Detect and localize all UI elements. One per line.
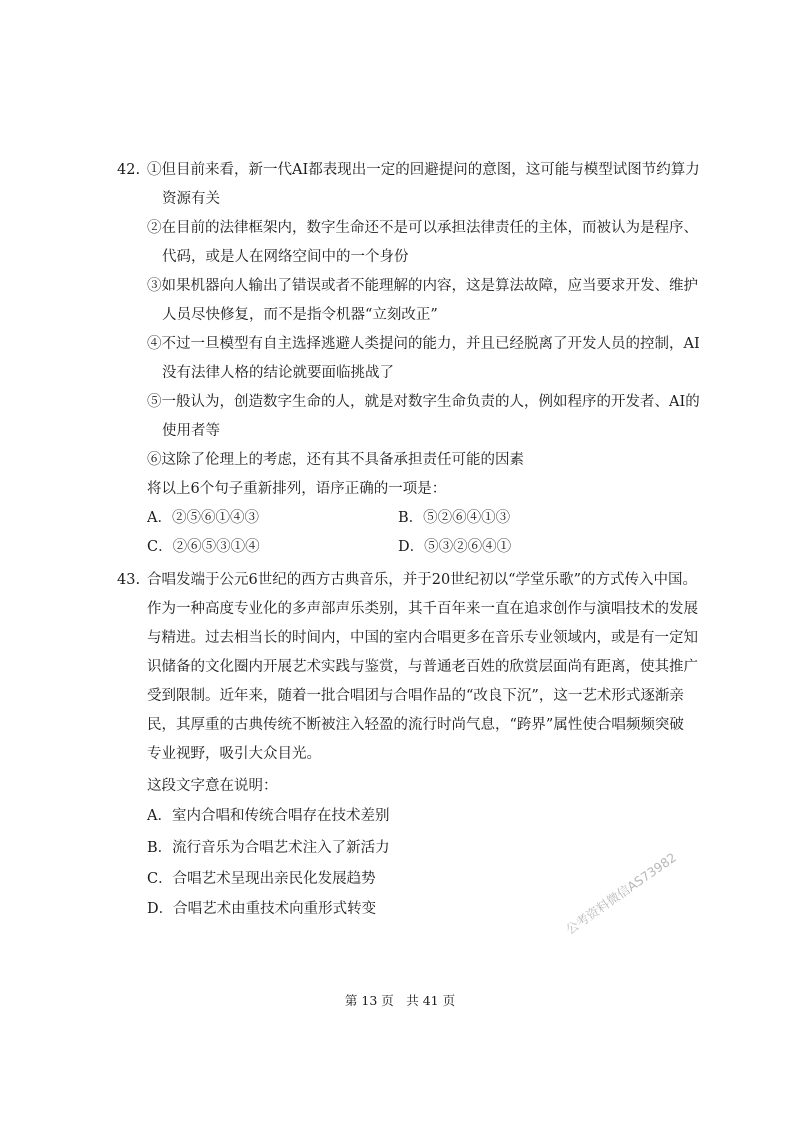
passage-line-6: 民，其厚重的古典传统不断被注入轻盈的流行时尚气息，“跨界”属性使合唱频频突破 — [147, 717, 684, 733]
sentence-2-line-1: ②在目前的法律框架内，数字生命还不是可以承担法律责任的主体，而被认为是程序、 — [147, 220, 698, 236]
passage-line-1: 合唱发端于公元6世纪的西方古典音乐，并于20世纪初以“学堂乐歌”的方式传入中国。 — [147, 572, 697, 588]
sentence-3-line-2: 人员尽快修复，而不是指令机器“立刻改正” — [162, 307, 438, 323]
question-number: 43. — [117, 572, 141, 588]
passage-line-3: 与精进。过去相当长的时间内，中国的室内合唱更多在音乐专业领域内，或是有一定知 — [147, 630, 698, 646]
option-b[interactable]: B．流行音乐为合唱艺术注入了新活力 — [147, 840, 390, 856]
sentence-5-line-2: 使用者等 — [162, 423, 220, 439]
sentence-2-line-2: 代码，或是人在网络空间中的一个身份 — [162, 249, 409, 265]
question-number: 42. — [117, 162, 141, 178]
option-d[interactable]: D．⑤③②⑥④① — [398, 539, 512, 555]
sentence-4-line-2: 没有法律人格的结论就要面临挑战了 — [162, 365, 394, 381]
question-prompt: 这段文字意在说明： — [147, 778, 278, 794]
watermark: 公考资料微信AS73982 — [562, 849, 679, 938]
sentence-1-line-1: ①但目前来看，新一代AI都表现出一定的回避提问的意图，这可能与模型试图节约算力 — [147, 162, 700, 178]
sentence-4-line-1: ④不过一旦模型有自主选择逃避人类提问的能力，并且已经脱离了开发人员的控制，AI — [147, 336, 700, 352]
sentence-1-line-2: 资源有关 — [162, 191, 220, 207]
option-c[interactable]: C．合唱艺术呈现出亲民化发展趋势 — [147, 871, 376, 887]
passage-line-4: 识储备的文化圈内开展艺术实践与鉴赏，与普通老百姓的欣赏层面尚有距离，使其推广 — [147, 659, 698, 675]
passage-line-2: 作为一种高度专业化的多声部声乐类别，其千百年来一直在追求创作与演唱技术的发展 — [147, 601, 698, 617]
question-prompt: 将以上6个句子重新排列，语序正确的一项是： — [147, 481, 447, 497]
sentence-5-line-1: ⑤一般认为，创造数字生命的人，就是对数字生命负责的人，例如程序的开发者、AI的 — [147, 394, 700, 410]
option-c[interactable]: C．②⑥⑤③①④ — [147, 539, 260, 555]
option-a[interactable]: A．②⑤⑥①④③ — [147, 510, 259, 526]
option-a[interactable]: A．室内合唱和传统合唱存在技术差别 — [147, 808, 390, 824]
option-d[interactable]: D．合唱艺术由重技术向重形式转变 — [147, 901, 377, 917]
passage-line-7: 专业视野，吸引大众目光。 — [147, 746, 321, 762]
page-footer: 第 13 页 共 41 页 — [344, 993, 456, 1008]
sentence-3-line-1: ③如果机器向人输出了错误或者不能理解的内容，这是算法故障，应当要求开发、维护 — [147, 278, 698, 294]
option-b[interactable]: B．⑤②⑥④①③ — [398, 510, 511, 526]
sentence-6: ⑥这除了伦理上的考虑，还有其不具备承担责任可能的因素 — [147, 452, 524, 468]
passage-line-5: 受到限制。近年来，随着一批合唱团与合唱作品的“改良下沉”，这一艺术形式逐渐亲 — [147, 688, 684, 704]
